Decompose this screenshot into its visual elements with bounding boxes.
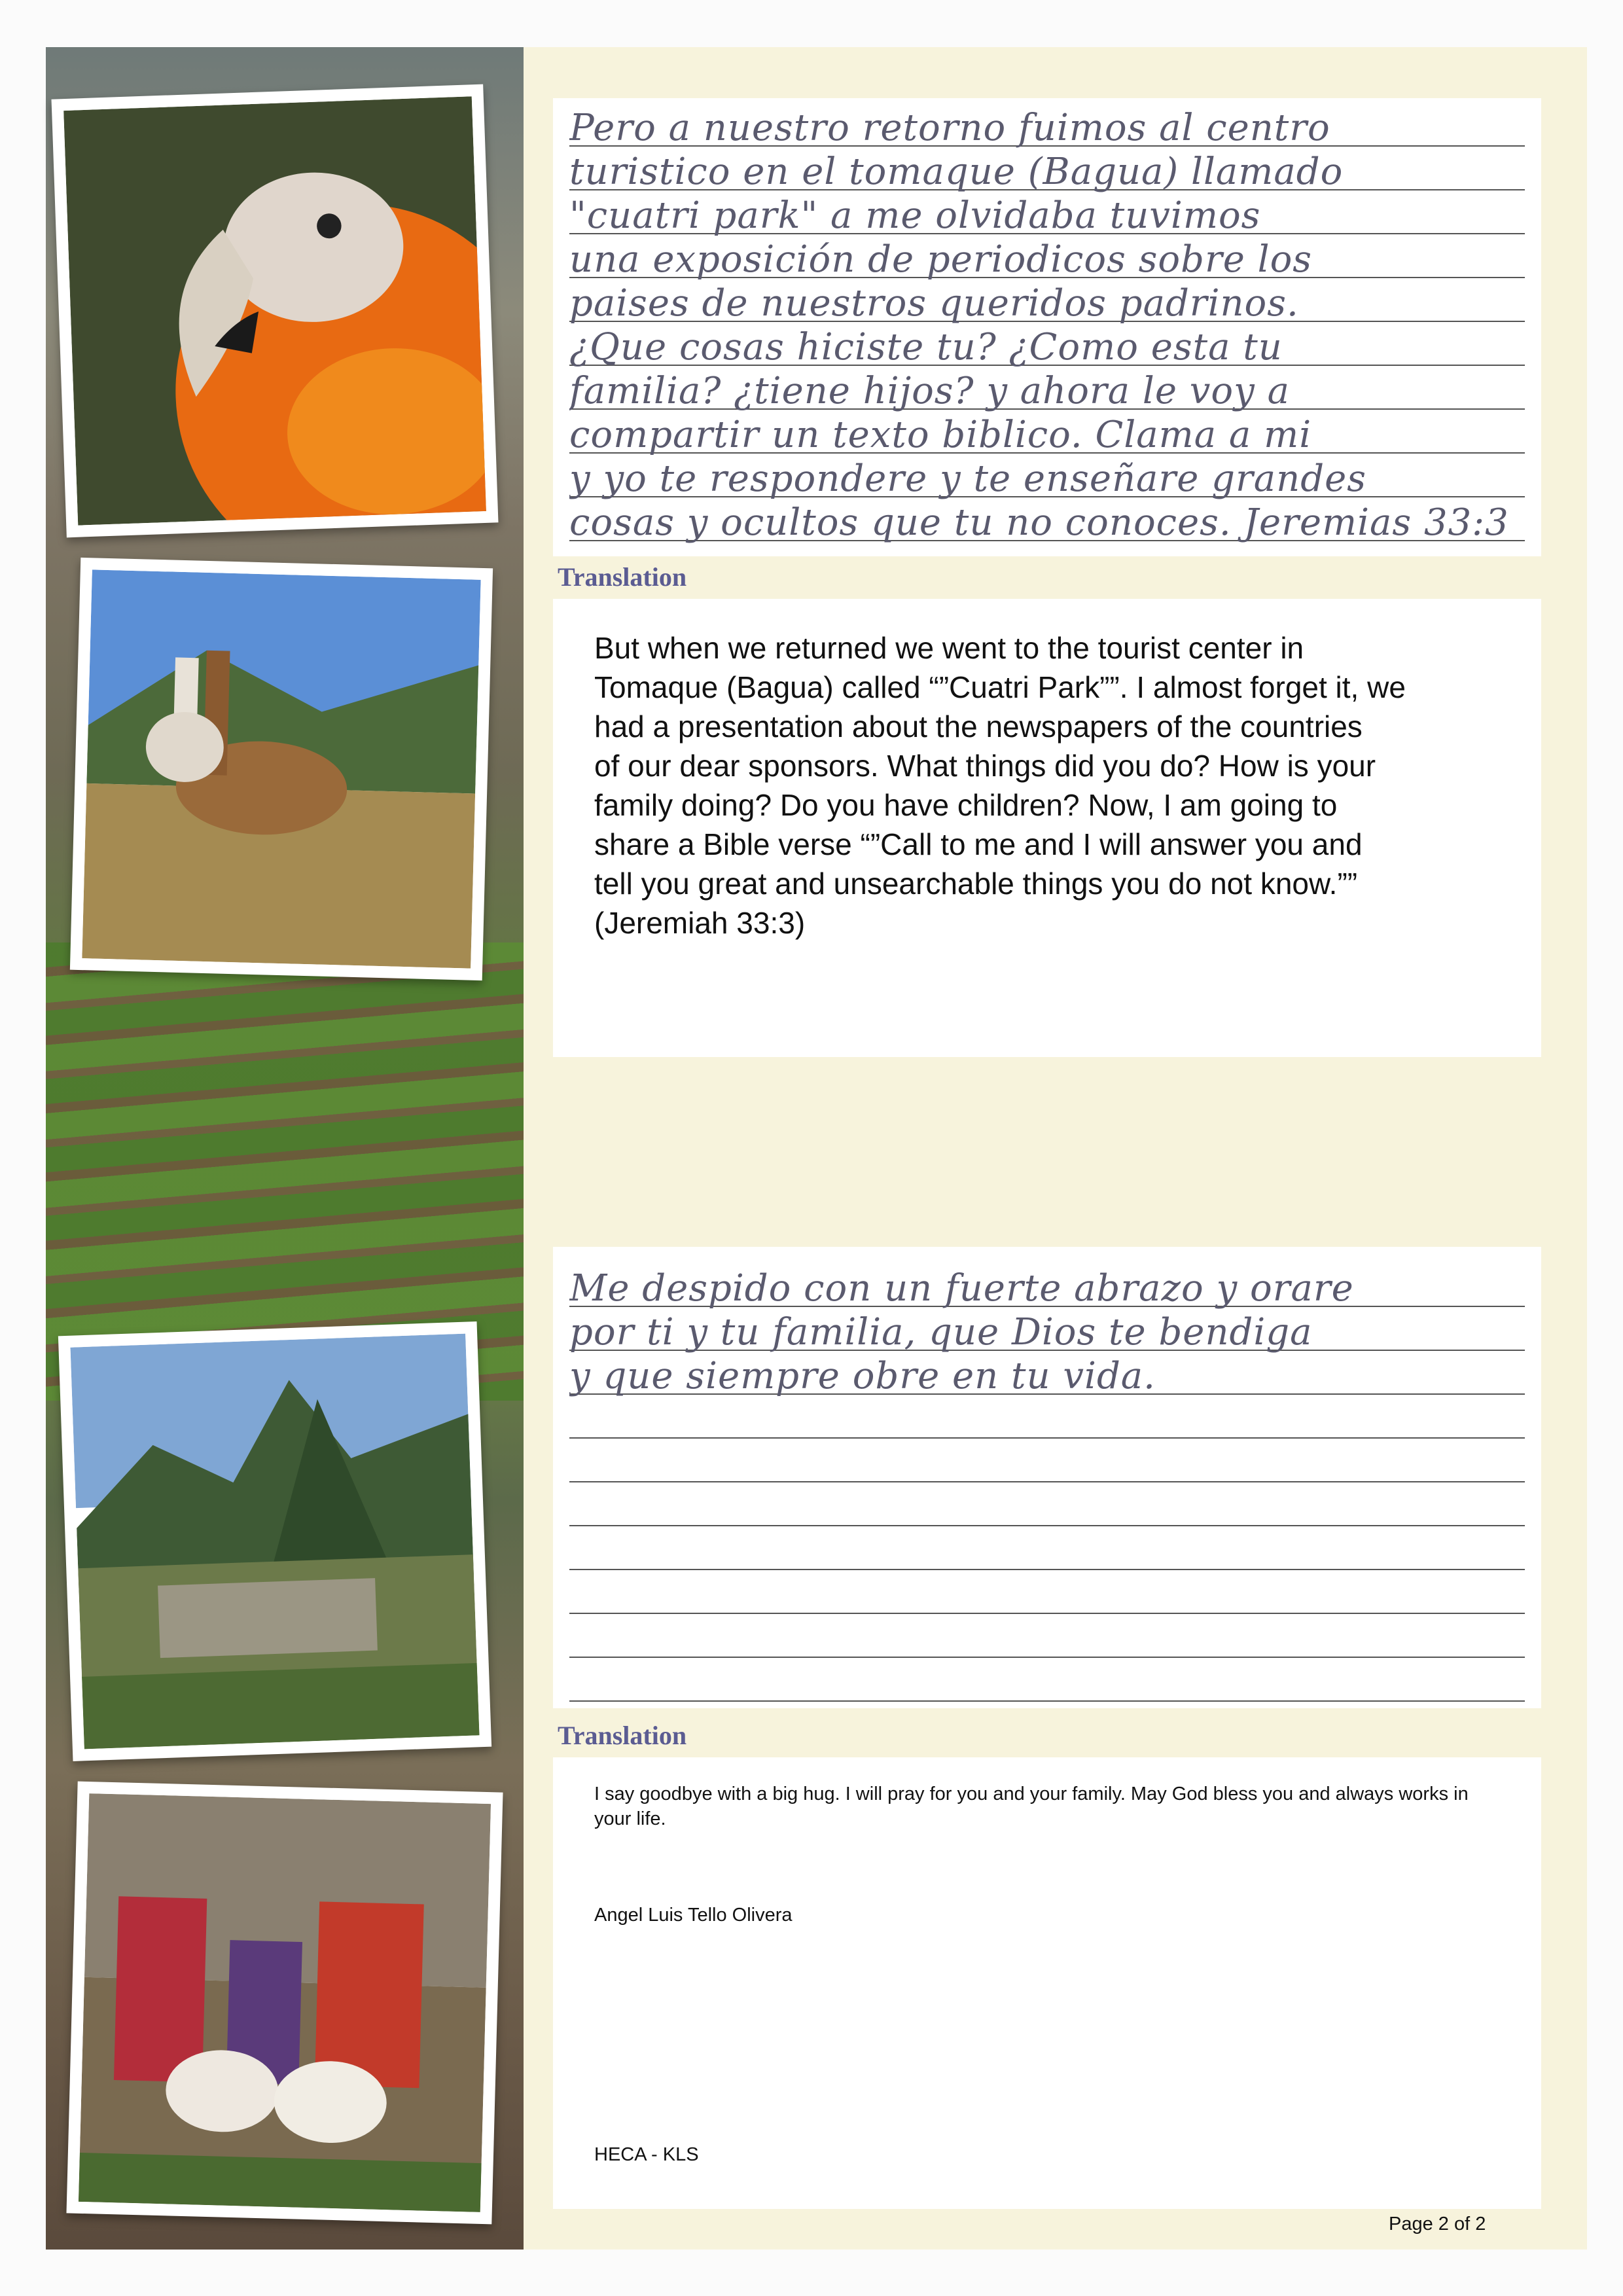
ruled-line xyxy=(569,1700,1525,1702)
signature: Angel Luis Tello Olivera xyxy=(594,1905,793,1926)
macaw-photo xyxy=(52,84,499,538)
handwritten-line: Pero a nuestro retorno fuimos al centro xyxy=(569,107,1330,149)
translation-text: But when we returned we went to the tourist center in Tomaque (Bagua) called “”Cuatri Park””. I almost forget it, we had a presentation about the newspapers of the countries of our dear sponsors. What things did you do? How is your family doing? Do you have children? Now, I am going to share a Bible verse “”Call to me and I will answer you and tell you great and unsearchable things you do not know.”” (Jeremiah 33:3) xyxy=(594,631,1406,940)
office-code: HECA - KLS xyxy=(594,2144,699,2165)
handwritten-line: paises de nuestros queridos padrinos. xyxy=(569,282,1299,325)
handwritten-line: Me despido con un fuerte abrazo y orare xyxy=(569,1267,1354,1310)
handwritten-line: y yo te respondere y te enseñare grandes xyxy=(569,457,1366,500)
handwritten-line: familia? ¿tiene hijos? y ahora le voy a xyxy=(569,370,1290,412)
ruled-line xyxy=(569,1657,1525,1658)
handwritten-line: compartir un texto biblico. Clama a mi xyxy=(569,414,1312,456)
translation-text: I say goodbye with a big hug. I will pray for you and your family. May God bless you and always works in your life. xyxy=(594,1784,1469,1829)
handwritten-line: "cuatri park" a me olvidaba tuvimos xyxy=(569,194,1261,237)
handwritten-line: turistico en el tomaque (Bagua) llamado xyxy=(569,151,1344,193)
ruled-line xyxy=(569,1481,1525,1482)
handwritten-line: por ti y tu familia, que Dios te bendiga xyxy=(569,1311,1313,1354)
handwritten-line: ¿Que cosas hiciste tu? ¿Como esta tu xyxy=(569,326,1283,368)
translation-label: Translation xyxy=(558,562,687,592)
page-number: Page 2 of 2 xyxy=(1389,2214,1486,2234)
ruled-line xyxy=(569,1569,1525,1570)
ruled-line xyxy=(569,1437,1525,1439)
llamas-photo xyxy=(70,558,493,980)
handwritten-line: cosas y ocultos que tu no conoces. Jeremias 33:3 xyxy=(569,501,1509,544)
handwritten-line: una exposición de periodicos sobre los xyxy=(569,238,1313,281)
ruled-line xyxy=(569,1525,1525,1526)
translation-label: Translation xyxy=(558,1721,687,1750)
machu-picchu-photo xyxy=(58,1321,491,1761)
ruled-line xyxy=(569,1613,1525,1614)
handwritten-line: y que siempre obre en tu vida. xyxy=(569,1355,1156,1397)
andean-women-photo xyxy=(66,1782,503,2225)
